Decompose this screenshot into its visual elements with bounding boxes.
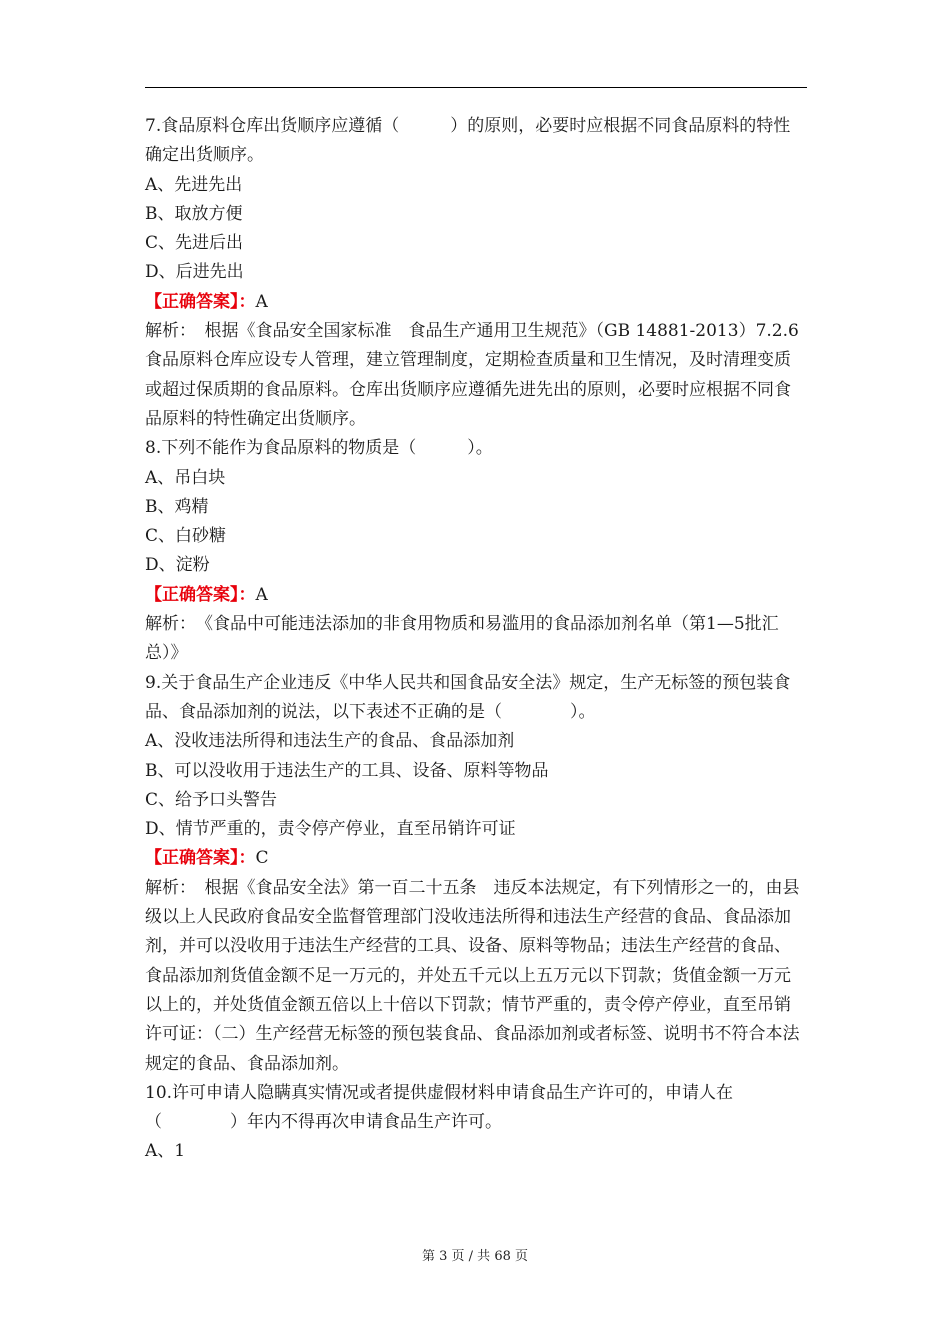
- analysis-text: 解析： 根据《食品安全国家标准 食品生产通用卫生规范》（GB 14881-2013）7.2.6 食品原料仓库应设专人管理，建立管理制度，定期检查质量和卫生情况，及时清理变质或超过保质期的食品原料。仓库出货顺序应遵循先进先出的原则，必要时应根据不同食品原料的特性确定出货顺序。: [145, 321, 805, 429]
- question-stem: 10.许可申请人隐瞒真实情况或者提供虚假材料申请食品生产许可的，申请人在（ ）年内不得再次申请食品生产许可。: [145, 1082, 734, 1133]
- document-body: [145, 112, 807, 1167]
- option-item: A、吊白块: [145, 467, 226, 488]
- analysis-text: 解析： 根据《食品安全法》第一百二十五条 违反本法规定，有下列情形之一的，由县级以上人民政府食品安全监督管理部门没收违法所得和违法生产经营的食品、食品添加剂，并可以没收用于违法生产经营的工具、设备、原料等物品；违法生产经营的食品、食品添加剂货值金额不足一万元的，并处五千元以上五万元以下罚款；货值金额一万元以上的，并处货值金额五倍以上十倍以下罚款；情节严重的，责令停产停业，直至吊销许可证：（二）生产经营无标签的预包装食品、食品添加剂或者标签、说明书不符合本法规定的食品、食品添加剂。: [145, 877, 800, 1074]
- answer-label: 【正确答案】：: [145, 291, 256, 312]
- option-item: B、取放方便: [145, 203, 243, 224]
- answer-value: A: [255, 584, 268, 605]
- correct-answer: [145, 288, 807, 317]
- option-item: A、先进先出: [145, 174, 243, 195]
- question-stem: 7.食品原料仓库出货顺序应遵循（ ）的原则，必要时应根据不同食品原料的特性确定出货顺序。: [145, 116, 791, 166]
- option-item: A、1: [145, 1141, 186, 1162]
- answer-label: 【正确答案】：: [145, 584, 256, 605]
- header-rule: [145, 87, 807, 88]
- question-stem: 9.关于食品生产企业违反《中华人民共和国食品安全法》规定，生产无标签的预包装食品、食品添加剂的说法，以下表述不正确的是（ ）。: [145, 672, 791, 722]
- option-item: B、鸡精: [145, 496, 209, 517]
- question-stem: 8.下列不能作为食品原料的物质是（ ）。: [145, 438, 493, 459]
- option-item: C、给予口头警告: [145, 789, 278, 810]
- answer-value: C: [255, 848, 269, 869]
- correct-answer: [145, 844, 807, 873]
- option-item: A、没收违法所得和违法生产的食品、食品添加剂: [145, 731, 515, 752]
- option-item: B、可以没收用于违法生产的工具、设备、原料等物品: [145, 760, 549, 781]
- option-item: C、白砂糖: [145, 526, 227, 547]
- analysis-text: 解析： 《食品中可能违法添加的非食用物质和易滥用的食品添加剂名单（第1—5批汇总）》: [145, 614, 779, 664]
- answer-value: A: [255, 291, 268, 312]
- option-item: C、先进后出: [145, 233, 244, 254]
- answer-label: 【正确答案】：: [145, 848, 256, 869]
- option-item: D、淀粉: [145, 555, 210, 576]
- page-footer: 第 3 页 / 共 68 页: [422, 1249, 528, 1264]
- option-item: D、情节严重的，责令停产停业，直至吊销许可证: [145, 819, 516, 840]
- option-item: D、后进先出: [145, 262, 244, 283]
- correct-answer: [145, 581, 807, 610]
